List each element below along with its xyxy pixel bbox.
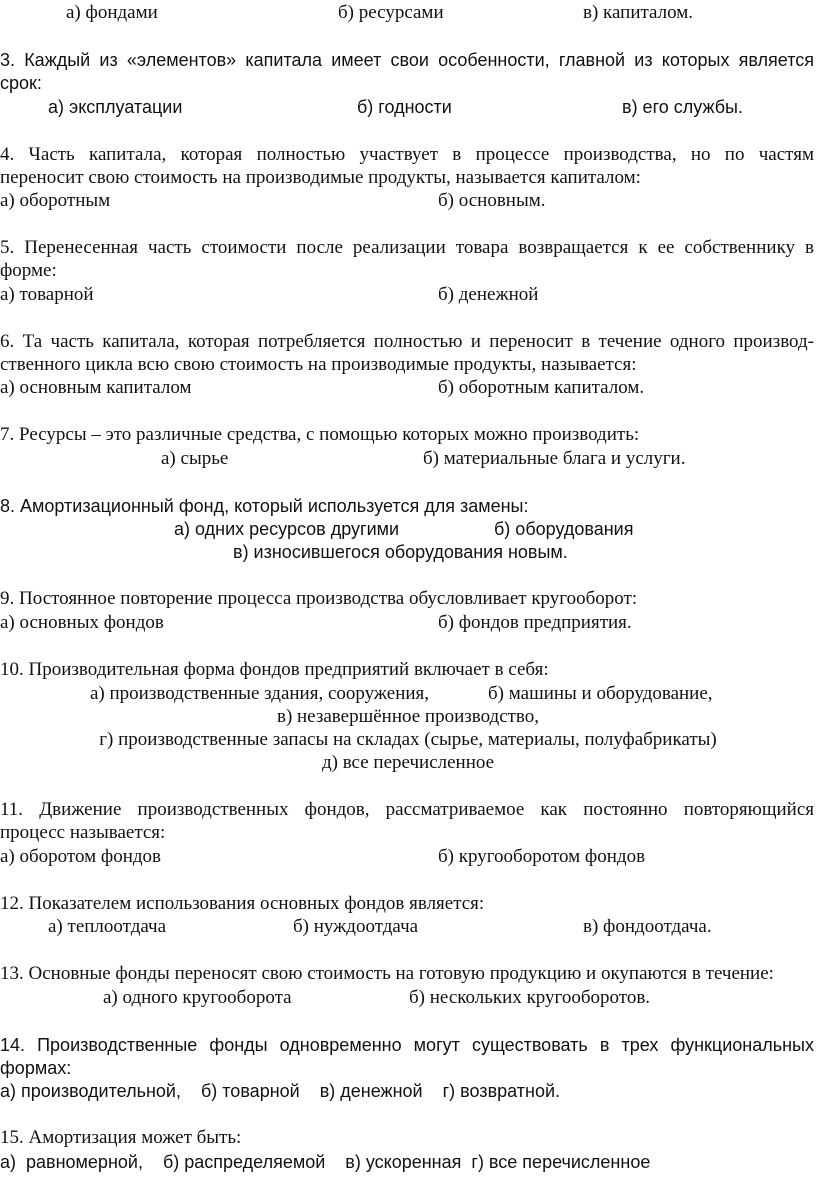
q3-option-c: в) его службы. [622, 97, 743, 117]
q5-option-a: а) товарной [0, 284, 94, 305]
q4-question-line1: 4. Часть капитала, которая полностью участвует в процессе производства, но по частям [0, 144, 814, 165]
q9-option-a: а) основных фондов [0, 612, 164, 633]
q12-option-c: в) фондоотдача. [583, 916, 712, 937]
q5-question-line1: 5. Перенесенная часть стоимости после реализации товара возвращается к ее собственнику в [0, 237, 814, 258]
q7-option-a: а) сырье [161, 448, 229, 469]
q5-question-line2: форме: [0, 260, 57, 281]
q8-question: 8. Амортизационный фонд, который используется для замены: [0, 496, 529, 516]
q8-option-a: а) одних ресурсов другими [174, 519, 400, 539]
q2-option-b: б) ресурсами [338, 2, 444, 23]
q6-question-line2: ственного цикла всю свою стоимость на производимые продукты, называется: [0, 354, 637, 375]
q3-question-line1: 3. Каждый из «элементов» капитала имеет свои особенности, главной из которых является [0, 50, 814, 70]
q8-option-c: в) износившегося оборудования новым. [233, 542, 568, 562]
q10-option-a: а) производственные здания, сооружения, [90, 683, 430, 704]
q10-question: 10. Производительная форма фондов предприятий включает в себя: [0, 659, 549, 680]
q9-question: 9. Постоянное повторение процесса производства обусловливает кругооборот: [0, 588, 638, 609]
q7-option-b: б) материальные блага и услуги. [423, 448, 686, 469]
q10-option-d: г) производственные запасы на складах (сырье, материалы, полуфабрикаты) [99, 729, 717, 750]
q13-question: 13. Основные фонды переносят свою стоимость на готовую продукцию и окупаются в течение: [0, 963, 774, 984]
q12-option-a: а) теплоотдача [48, 916, 167, 937]
q3-option-b: б) годности [357, 97, 452, 117]
q12-question: 12. Показателем использования основных фондов является: [0, 893, 485, 914]
q14-question-line2: формах: [0, 1058, 72, 1078]
q11-question-line1: 11. Движение производственных фондов, рассматриваемое как постоянно повторяющийся [0, 799, 814, 820]
q15-options: а) равномерной, б) распределяемой в) ускоренная г) все перечисленное [0, 1152, 651, 1172]
q6-option-a: а) основным капиталом [0, 377, 192, 398]
q5-option-b: б) денежной [438, 284, 539, 305]
q3-question-line2: срок: [0, 73, 42, 93]
q6-question-line1: 6. Та часть капитала, которая потребляется полностью и переносит в течение одного производ- [0, 331, 814, 352]
q11-option-b: б) кругооборотом фондов [438, 846, 646, 867]
q11-question-line2: процесс называется: [0, 822, 166, 843]
q4-option-a: а) оборотным [0, 190, 111, 211]
q10-option-e: д) все перечисленное [321, 752, 495, 773]
q9-option-b: б) фондов предприятия. [438, 612, 632, 633]
q13-option-b: б) нескольких кругооборотов. [409, 987, 651, 1008]
q4-option-b: б) основным. [438, 190, 546, 211]
q10-option-b: б) машины и оборудование, [488, 683, 713, 704]
q14-question-line1: 14. Производственные фонды одновременно могут существовать в трех функциональных [0, 1035, 814, 1055]
q2-option-a: а) фондами [66, 2, 158, 23]
q10-option-c: в) незавершённое производство, [276, 706, 540, 727]
q7-question: 7. Ресурсы – это различные средства, с помощью которых можно производить: [0, 424, 640, 445]
q6-option-b: б) оборотным капиталом. [438, 377, 645, 398]
q3-option-a: а) эксплуатации [48, 97, 183, 117]
q14-options: а) производительной, б) товарной в) денежной г) возвратной. [0, 1081, 561, 1101]
q4-question-line2: переносит свою стоимость на производимые продукты, называется капиталом: [0, 167, 641, 188]
q2-option-c: в) капиталом. [583, 2, 694, 23]
q11-option-a: а) оборотом фондов [0, 846, 162, 867]
q15-question: 15. Амортизация может быть: [0, 1127, 242, 1148]
q8-option-b: б) оборудования [494, 519, 634, 539]
q13-option-a: а) одного кругооборота [103, 987, 292, 1008]
q12-option-b: б) нуждоотдача [293, 916, 419, 937]
